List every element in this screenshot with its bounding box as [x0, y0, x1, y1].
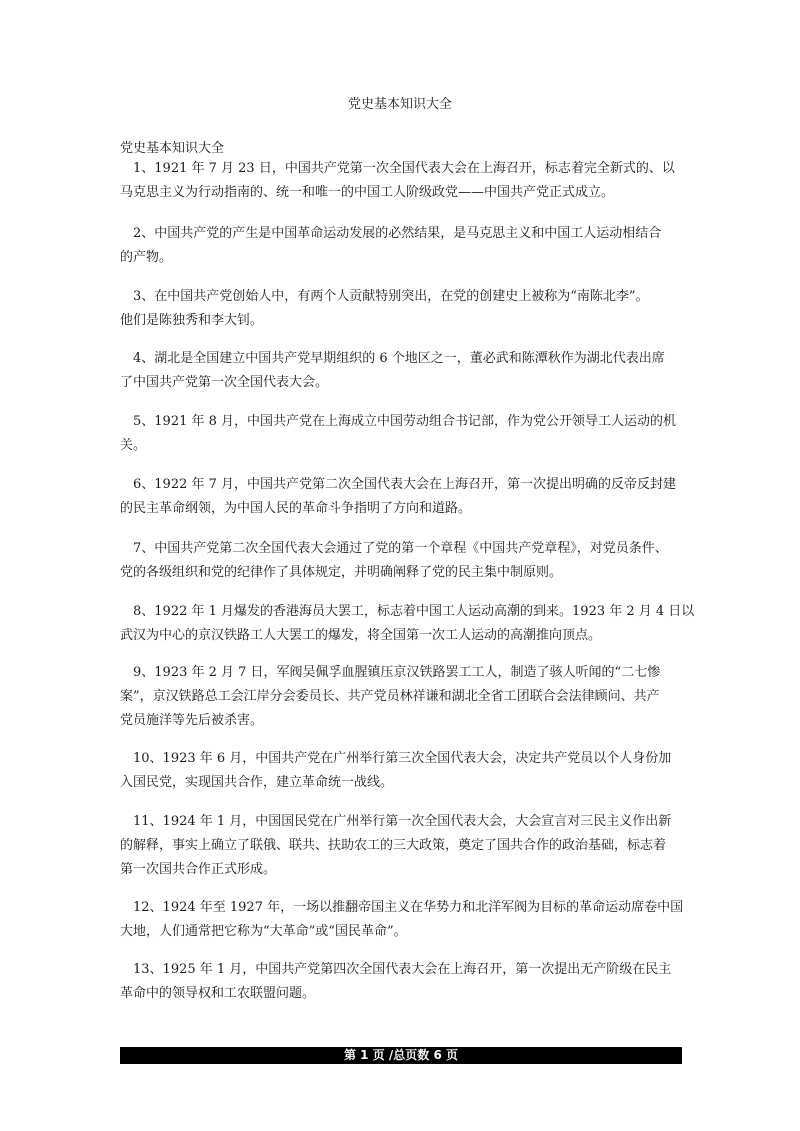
paragraph-line: 3、在中国共产党创始人中，有两个人贡献特别突出，在党的创建史上被称为“南陈北李”。 — [133, 289, 649, 304]
paragraph-line: 13、1925 年 1 月，中国共产党第四次全国代表大会在上海召开，第一次提出无产阶级在民主 — [133, 962, 672, 977]
paragraph-item — [120, 157, 682, 205]
paragraph-line: 党员施洋等先后被杀害。 — [120, 713, 264, 728]
paragraph-item — [120, 958, 682, 1006]
paragraph-line: 1、1921 年 7 月 23 日，中国共产党第一次全国代表大会在上海召开，标志着完全新式的、以 — [133, 161, 675, 176]
paragraph-item — [120, 285, 682, 333]
paragraph-line: 7、中国共产党第二次全国代表大会通过了党的第一个章程《中国共产党章程》，对党员条件、 — [133, 541, 668, 556]
paragraph-line: 了中国共产党第一次全国代表大会。 — [120, 375, 329, 390]
paragraph-line: 党的各级组织和党的纪律作了具体规定，并明确阐释了党的民主集中制原则。 — [120, 565, 563, 580]
paragraph-line: 4、湖北是全国建立中国共产党早期组织的 6 个地区之一，董必武和陈潭秋作为湖北代表出席 — [133, 351, 665, 366]
document-subtitle: 党史基本知识大全 — [120, 141, 225, 156]
paragraph-item — [120, 473, 682, 521]
paragraph-item — [120, 896, 682, 944]
paragraph-item — [120, 347, 682, 395]
paragraph-line: 案”，京汉铁路总工会江岸分会委员长、共产党员林祥谦和湖北全省工团联合会法律顾问、共产 — [120, 689, 660, 704]
paragraph-line: 他们是陈独秀和李大钊。 — [120, 313, 264, 328]
page-footer: 第 1 页 /总页数 6 页 — [120, 1047, 682, 1064]
paragraph-line: 的产物。 — [120, 250, 173, 265]
paragraph-line: 6、1922 年 7 月，中国共产党第二次全国代表大会在上海召开，第一次提出明确的反帝反封建 — [133, 477, 677, 492]
paragraph-item — [120, 810, 682, 882]
paragraph-line: 5、1921 年 8 月，中国共产党在上海成立中国劳动组合书记部，作为党公开领导工人运动的机 — [133, 414, 677, 429]
paragraph-line: 的民主革命纲领，为中国人民的革命斗争指明了方向和道路。 — [120, 501, 472, 516]
paragraph-item — [120, 600, 695, 648]
paragraph-line: 10、1923 年 6 月，中国共产党在广州举行第三次全国代表大会，决定共产党员以个人身份加 — [133, 751, 672, 766]
paragraph-item — [120, 222, 682, 270]
paragraph-line: 第一次国共合作正式形成。 — [120, 862, 277, 877]
paragraph-line: 8、1922 年 1 月爆发的香港海员大罢工，标志着中国工人运动高潮的到来。1923 年 2 月 4 日以 — [133, 604, 695, 619]
paragraph-item — [120, 661, 682, 733]
paragraph-line: 马克思主义为行动指南的、统一和唯一的中国工人阶级政党——中国共产党正式成立。 — [120, 185, 615, 200]
paragraph-line: 武汉为中心的京汉铁路工人大罢工的爆发，将全国第一次工人运动的高潮推向顶点。 — [120, 628, 602, 643]
paragraph-item — [120, 747, 682, 795]
paragraph-line: 12、1924 年至 1927 年，一场以推翻帝国主义在华势力和北洋军阀为目标的革命运动席卷中国 — [133, 900, 684, 915]
paragraph-item — [120, 537, 682, 585]
document-title: 党史基本知识大全 — [347, 97, 452, 112]
paragraph-line: 2、中国共产党的产生是中国革命运动发展的必然结果，是马克思主义和中国工人运动相结合 — [133, 226, 662, 241]
paragraph-line: 关。 — [120, 438, 147, 453]
paragraph-line: 入国民党，实现国共合作，建立革命统一战线。 — [120, 775, 394, 790]
paragraph-line: 大地，人们通常把它称为“大革命”或“国民革命”。 — [120, 924, 407, 939]
paragraph-line: 9、1923 年 2 月 7 日，军阀吴佩孚血腥镇压京汉铁路罢工工人，制造了骇人听闻的“二七惨 — [133, 665, 661, 680]
paragraph-line: 革命中的领导权和工农联盟问题。 — [120, 986, 316, 1001]
paragraph-line: 11、1924 年 1 月，中国国民党在广州举行第一次全国代表大会，大会宣言对三民主义作出新 — [133, 814, 672, 829]
paragraph-line: 的解释，事实上确立了联俄、联共、扶助农工的三大政策，奠定了国共合作的政治基础，标志着 — [120, 838, 667, 853]
paragraph-item — [120, 410, 682, 458]
